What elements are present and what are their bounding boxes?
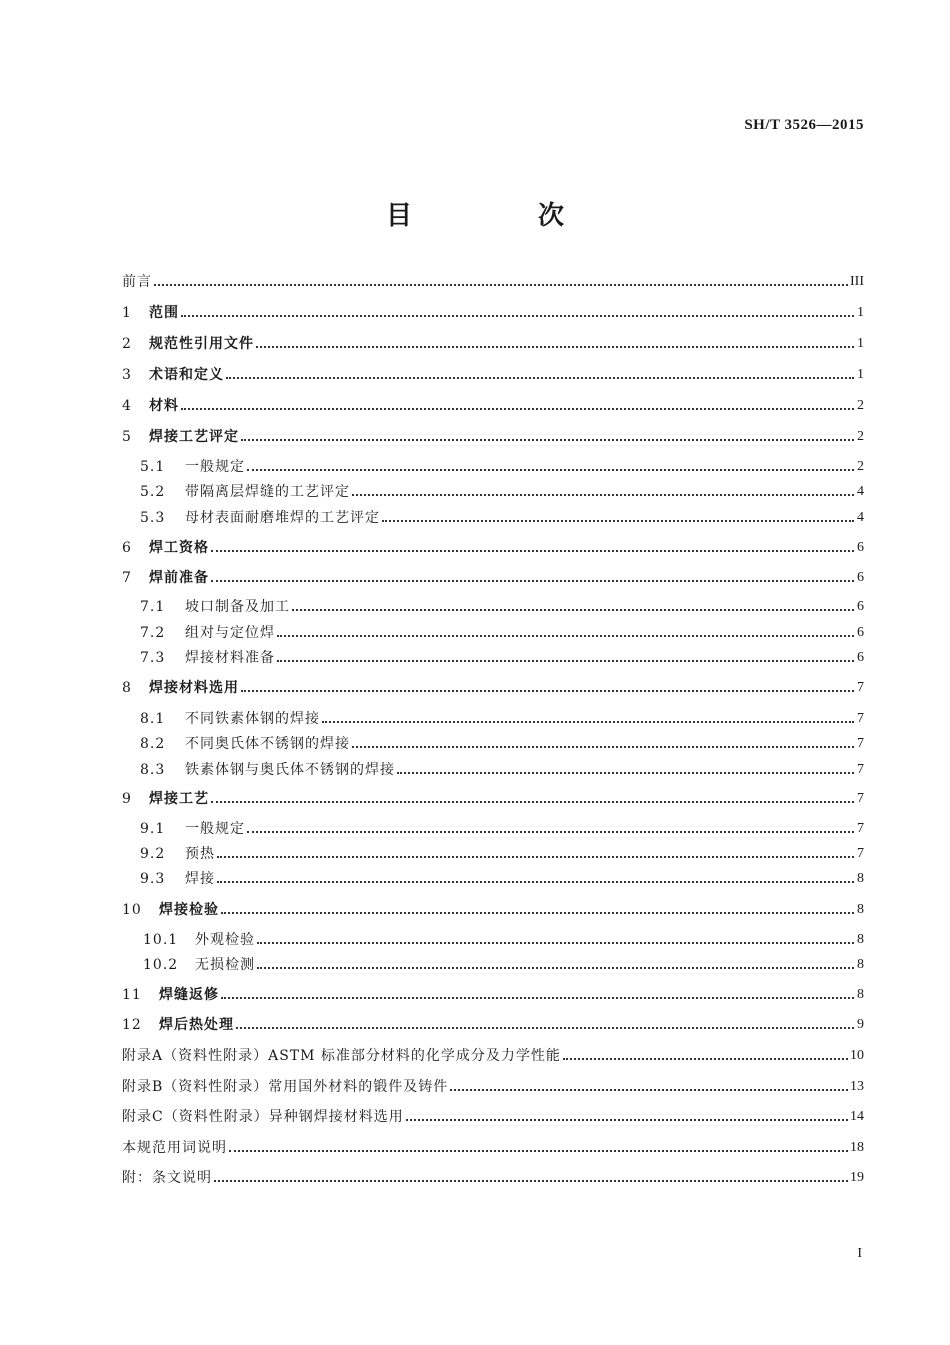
toc-leader-dots [214,1179,848,1182]
toc-entry-page: 1 [857,367,864,382]
toc-entry-number: 11 [122,987,142,1003]
toc-leader-dots [352,493,854,496]
toc-entry-page: 8 [857,871,864,886]
toc-entry-label: 无损检测 [195,957,255,973]
toc-entry[interactable] [122,565,864,587]
toc-entry-page: 1 [857,336,864,351]
toc-entry-number: 12 [122,1017,142,1033]
toc-entry[interactable] [122,1135,864,1157]
toc-entry[interactable] [122,1074,864,1096]
toc-entry[interactable] [122,786,864,808]
toc-entry-number: 3 [122,367,132,383]
toc-entry[interactable] [122,675,864,697]
toc-entry-page: 6 [857,650,864,665]
toc-entry-label: 外观检验 [195,932,255,948]
toc-entry-label: 焊前准备 [149,570,209,586]
toc-entry-page: 7 [857,762,864,777]
toc-entry-label: 一般规定 [185,459,245,475]
toc-entry-number: 8.2 [140,736,166,752]
toc-leader-dots [352,745,854,748]
toc-entry[interactable] [140,454,864,476]
toc-entry-label: 规范性引用文件 [149,336,254,352]
toc-entry-number: 9.2 [140,846,166,862]
toc-entry-label: 预热 [185,846,215,862]
toc-entry-label: 术语和定义 [149,367,224,383]
toc-entry-page: 1 [857,305,864,320]
toc-entry-page: 8 [857,902,864,917]
toc-leader-dots [241,689,854,692]
toc-entry[interactable] [140,706,864,728]
toc-entry-page: 10 [850,1048,864,1063]
toc-entry[interactable] [122,1104,864,1126]
toc-entry[interactable] [122,362,864,384]
toc-entry-label: 焊接工艺 [149,791,209,807]
toc-entry-number: 5.2 [140,484,166,500]
toc-entry-label: 附：条文说明 [122,1170,212,1186]
toc-leader-dots [322,720,854,723]
toc-leader-dots [257,941,854,944]
toc-entry-number: 6 [122,540,132,556]
toc-entry[interactable] [143,927,864,949]
standard-code: SH/T 3526—2015 [744,117,864,133]
toc-leader-dots [229,1149,848,1152]
toc-entry[interactable] [122,982,864,1004]
toc-entry-number: 7.3 [140,650,166,666]
toc-leader-dots [211,579,854,582]
toc-entry[interactable] [122,331,864,353]
toc-entry-label: 附录C（资料性附录）异种钢焊接材料选用 [122,1109,404,1125]
toc-entry-number: 4 [122,398,132,414]
toc-entry[interactable] [122,269,864,291]
toc-entry-number: 7.1 [140,599,166,615]
toc-entry-label: 焊缝返修 [159,987,219,1003]
toc-leader-dots [154,283,848,286]
toc-entry-label: 前言 [122,274,152,290]
toc-entry[interactable] [140,757,864,779]
toc-leader-dots [211,800,854,803]
toc-entry-label: 铁素体钢与奥氏体不锈钢的焊接 [185,762,395,778]
toc-entry-page: 14 [850,1109,864,1124]
toc-entry[interactable] [140,731,864,753]
toc-entry[interactable] [140,816,864,838]
toc-leader-dots [241,438,854,441]
toc-entry[interactable] [122,535,864,557]
toc-entry-label: 母材表面耐磨堆焊的工艺评定 [185,510,380,526]
toc-entry-number: 9.1 [140,821,166,837]
toc-entry-page: 7 [857,736,864,751]
toc-entry-page: 4 [857,484,864,499]
toc-entry-number: 8.3 [140,762,166,778]
toc-entry-page: 2 [857,459,864,474]
toc-leader-dots [256,345,854,348]
toc-entry[interactable] [143,952,864,974]
toc-entry-label: 附录A（资料性附录）ASTM 标准部分材料的化学成分及力学性能 [122,1048,561,1064]
toc-entry-page: 4 [857,510,864,525]
toc-entry-number: 10.1 [143,932,179,948]
toc-entry[interactable] [140,594,864,616]
toc-entry-page: 2 [857,429,864,444]
toc-leader-dots [221,996,854,999]
toc-entry-page: 6 [857,570,864,585]
toc-entry-label: 组对与定位焊 [185,625,275,641]
toc-entry-number: 8 [122,680,132,696]
toc-entry[interactable] [122,300,864,322]
toc-entry[interactable] [122,897,864,919]
toc-entry-number: 8.1 [140,711,166,727]
toc-leader-dots [397,771,854,774]
toc-entry-label: 带隔离层焊缝的工艺评定 [185,484,350,500]
toc-entry-label: 材料 [149,398,179,414]
toc-entry[interactable] [122,1012,864,1034]
toc-entry-number: 5 [122,429,132,445]
toc-entry-label: 焊后热处理 [159,1017,234,1033]
toc-leader-dots [382,519,854,522]
toc-entry-label: 本规范用词说明 [122,1140,227,1156]
toc-entry-page: 9 [857,1017,864,1032]
toc-leader-dots [292,608,854,611]
toc-entry[interactable] [122,1165,864,1187]
toc-entry-number: 9 [122,791,132,807]
toc-entry[interactable] [140,479,864,501]
toc-entry-label: 焊接工艺评定 [149,429,239,445]
toc-entry-page: 8 [857,957,864,972]
toc-entry-page: 8 [857,932,864,947]
page-title: 目 次 [385,201,614,231]
toc-entry-number: 1 [122,305,132,321]
toc-entry-number: 9.3 [140,871,166,887]
toc-entry-label: 焊接材料选用 [149,680,239,696]
toc-leader-dots [221,911,854,914]
toc-entry-number: 10 [122,902,142,918]
toc-leader-dots [181,407,854,410]
toc-entry-label: 一般规定 [185,821,245,837]
toc-entry-number: 7.2 [140,625,166,641]
toc-entry-number: 5.1 [140,459,166,475]
toc-entry[interactable] [122,393,864,415]
toc-entry-page: 6 [857,540,864,555]
toc-entry-label: 附录B（资料性附录）常用国外材料的锻件及铸件 [122,1079,449,1095]
toc-entry-number: 5.3 [140,510,166,526]
toc-leader-dots [563,1057,848,1060]
toc-leader-dots [277,659,854,662]
toc-leader-dots [211,549,854,552]
toc-leader-dots [277,634,854,637]
toc-leader-dots [406,1118,848,1121]
toc-entry-label: 焊接 [185,871,215,887]
toc-entry-number: 7 [122,570,132,586]
toc-entry[interactable] [140,645,864,667]
toc-entry-label: 不同铁素体钢的焊接 [185,711,320,727]
toc-leader-dots [257,966,854,969]
toc-leader-dots [217,880,854,883]
toc-entry[interactable] [140,620,864,642]
toc-leader-dots [236,1026,854,1029]
toc-leader-dots [247,830,854,833]
toc-entry-page: 18 [850,1140,864,1155]
toc-entry-page: 7 [857,821,864,836]
toc-leader-dots [226,376,854,379]
toc-entry-page: III [850,274,864,289]
toc-entry[interactable] [140,505,864,527]
page-number: I [857,1246,862,1261]
toc-entry-page: 7 [857,846,864,861]
toc-leader-dots [181,314,854,317]
toc-entry-page: 19 [850,1170,864,1185]
toc-entry[interactable] [122,1043,864,1065]
toc-leader-dots [247,468,854,471]
toc-entry-page: 7 [857,791,864,806]
toc-entry[interactable] [122,424,864,446]
toc-entry-label: 焊工资格 [149,540,209,556]
toc-entry-page: 7 [857,680,864,695]
toc-entry-page: 6 [857,625,864,640]
toc-entry-label: 焊接检验 [159,902,219,918]
toc-entry-label: 焊接材料准备 [185,650,275,666]
toc-entry-page: 6 [857,599,864,614]
toc-entry[interactable] [140,866,864,888]
toc-entry-page: 2 [857,398,864,413]
toc-entry-number: 10.2 [143,957,179,973]
toc-entry[interactable] [140,841,864,863]
toc-entry-label: 不同奥氏体不锈钢的焊接 [185,736,350,752]
toc-entry-label: 坡口制备及加工 [185,599,290,615]
toc-entry-label: 范围 [149,305,179,321]
toc-leader-dots [450,1088,848,1091]
toc-entry-page: 7 [857,711,864,726]
toc-entry-number: 2 [122,336,132,352]
toc-entry-page: 13 [850,1079,864,1094]
toc-leader-dots [217,855,854,858]
toc-entry-page: 8 [857,987,864,1002]
